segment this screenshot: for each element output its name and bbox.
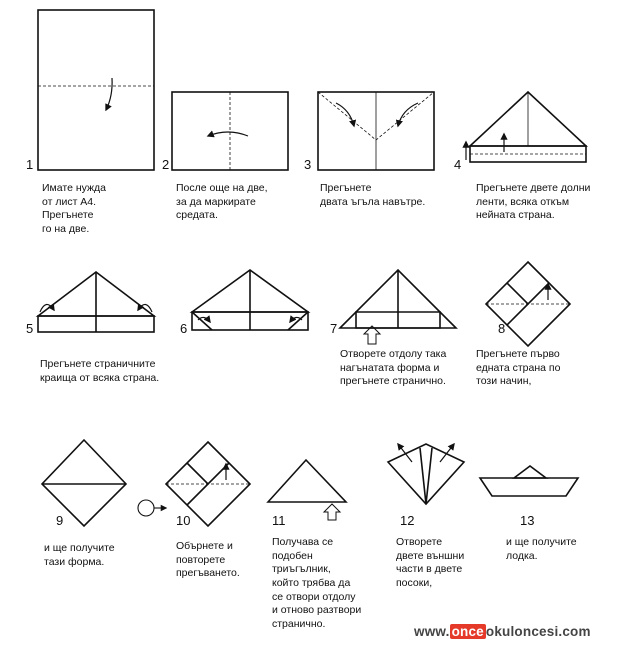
- step-12-illustration: [388, 444, 464, 504]
- step-number: 7: [330, 321, 338, 336]
- step-number: 9: [56, 513, 64, 528]
- step-caption: Прегънете първо едната страна по този начин,: [476, 348, 561, 388]
- step-7-illustration: [340, 270, 456, 344]
- step-number: 2: [162, 157, 170, 172]
- step-caption: Получава се подобен триъгълник, който трябва да се отвори отдолу и отново разтвори странично.: [272, 536, 362, 630]
- step-caption: Прегънете двете долни ленти, всяка откъм нейната страна.: [476, 182, 591, 222]
- step-number: 6: [180, 321, 188, 336]
- step-number: 5: [26, 321, 34, 336]
- step-caption: и ще получите тази форма.: [44, 542, 115, 568]
- step-number: 10: [176, 513, 191, 528]
- step-caption: Прегънете двата ъгъла навътре.: [320, 182, 426, 208]
- step-6-illustration: [192, 270, 308, 330]
- step-number: 1: [26, 157, 34, 172]
- step-1-illustration: [38, 10, 154, 170]
- step-3-illustration: [318, 92, 434, 170]
- step-number: 4: [454, 157, 462, 172]
- step-number: 11: [272, 513, 286, 528]
- step-2-illustration: [172, 92, 288, 170]
- step-caption: Прегънете страничните краища от всяка страна.: [40, 358, 160, 384]
- step-caption: Отворете двете външни части в двете посоки,: [396, 536, 465, 589]
- step-number: 8: [498, 321, 506, 336]
- step-11-illustration: [268, 460, 346, 520]
- step-caption: Обърнете и повторете прегъването.: [176, 540, 240, 580]
- step-number: 13: [520, 513, 535, 528]
- step-10-illustration: [138, 442, 250, 526]
- step-5-illustration: [38, 272, 154, 332]
- step-caption: и ще получите лодка.: [506, 536, 577, 562]
- step-13-illustration: [480, 466, 578, 496]
- watermark: www. once okuloncesi.com: [414, 624, 591, 639]
- step-caption: После още на две, за да маркирате средата.: [176, 182, 268, 222]
- step-4-illustration: [466, 92, 586, 162]
- step-caption: Отворете отдолу така нагънатата форма и прегънете странично.: [340, 348, 447, 388]
- step-caption: Имате нужда от лист А4. Прегънете го на две.: [42, 182, 106, 235]
- step-9-illustration: [42, 440, 126, 526]
- step-number: 12: [400, 513, 415, 528]
- step-number: 3: [304, 157, 312, 172]
